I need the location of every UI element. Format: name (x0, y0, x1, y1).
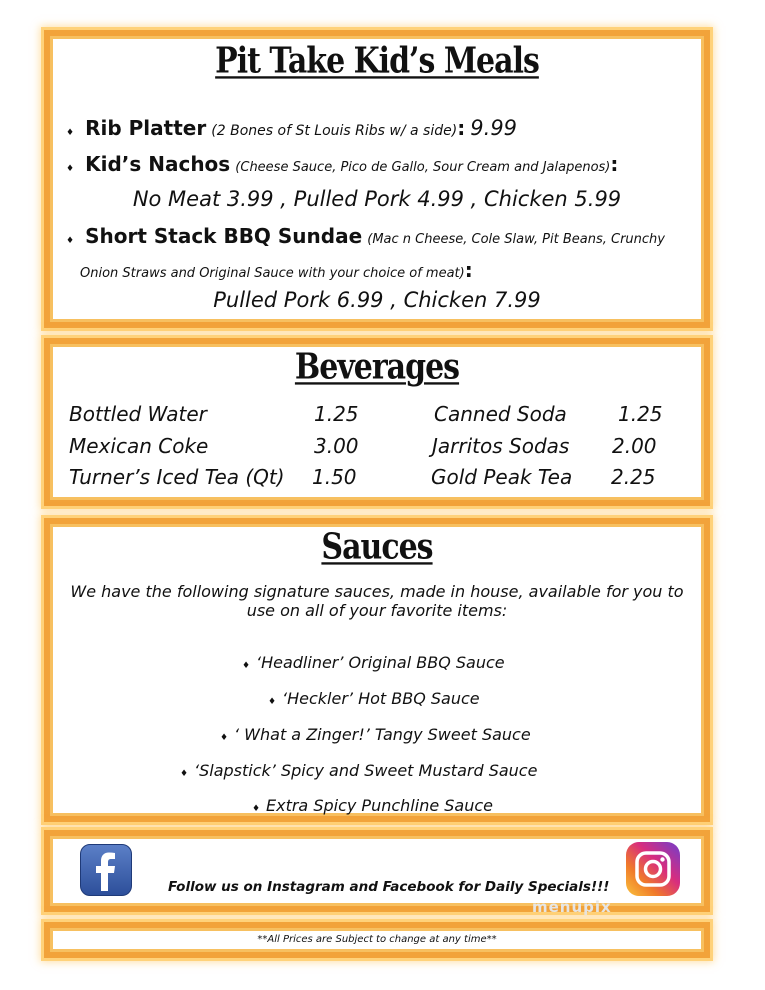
menu-item-kids-nachos (60, 152, 618, 176)
item-colon: : (464, 258, 473, 282)
item-description: (Mac n Cheese, Cole Slaw, Pit Beans, Crunchy (367, 232, 665, 247)
bullet-icon: ♦ (65, 236, 75, 246)
sauce-name: Extra Spicy Punchline Sauce (266, 796, 493, 815)
item-description: Onion Straws and Original Sauce with your choice of meat) (80, 266, 465, 281)
beverage-name: Gold Peak Tea (431, 465, 573, 489)
beverage-name: Jarritos Sodas (432, 434, 570, 458)
sauce-name: ‘Heckler’ Hot BBQ Sauce (282, 689, 480, 708)
social-panel (44, 830, 710, 916)
beverage-price: 1.25 (618, 402, 663, 426)
item-colon: : (610, 152, 619, 176)
sundae-description-cont (80, 258, 473, 282)
beverage-name: Bottled Water (69, 402, 207, 426)
beverage-price: 2.00 (612, 434, 657, 458)
item-name: Kid’s Nachos (85, 152, 231, 176)
bullet-icon: ♦ (241, 661, 251, 671)
beverage-price: 3.00 (314, 434, 359, 458)
beverage-price: 1.25 (314, 402, 359, 426)
item-description: (Cheese Sauce, Pico de Gallo, Sour Cream and Jalapenos) (235, 160, 611, 175)
sauce-item (262, 689, 480, 708)
sundae-prices: Pulled Pork 6.99 , Chicken 7.99 (213, 288, 541, 312)
nachos-prices: No Meat 3.99 , Pulled Pork 4.99 , Chicken 5.99 (132, 187, 622, 211)
kids-meals-panel (44, 30, 710, 328)
item-colon: : (457, 116, 466, 140)
facebook-f-glyph (81, 845, 131, 895)
watermark-logo: menupix (532, 898, 612, 916)
item-price: 9.99 (470, 116, 518, 140)
beverage-price: 2.25 (611, 465, 656, 489)
disclaimer-text: **All Prices are Subject to change at any time** (257, 934, 497, 945)
menu-item-rib-platter (60, 116, 517, 140)
sauce-name: ‘Headliner’ Original BBQ Sauce (256, 653, 505, 672)
follow-text: Follow us on Instagram and Facebook for Daily Specials!!! (168, 879, 610, 895)
sauces-intro (50, 582, 704, 620)
item-name: Short Stack BBQ Sundae (85, 224, 363, 248)
beverage-price: 1.50 (312, 465, 357, 489)
item-name: Rib Platter (85, 116, 207, 140)
bullet-icon: ♦ (65, 128, 75, 138)
sauce-item (246, 796, 493, 815)
sauces-intro-line: use on all of your favorite items: (246, 601, 508, 620)
sauces-panel (44, 518, 710, 822)
kids-meals-title: Pit Take Kid’s Meals (215, 40, 539, 83)
menu-item-bbq-sundae (60, 224, 665, 248)
beverages-title: Beverages (294, 346, 460, 389)
beverage-name: Canned Soda (434, 402, 567, 426)
disclaimer-panel (44, 922, 710, 958)
beverage-name: Mexican Coke (69, 434, 209, 458)
bullet-icon: ♦ (251, 804, 261, 814)
sauce-item (236, 653, 505, 672)
sauces-intro-line: We have the following signature sauces, made in house, available for you to (70, 582, 684, 601)
instagram-camera-glyph (626, 842, 680, 896)
bullet-icon: ♦ (219, 733, 229, 743)
beverage-name: Turner’s Iced Tea (Qt) (69, 465, 285, 489)
instagram-icon[interactable] (626, 842, 680, 896)
sauce-item (214, 725, 531, 744)
sauce-item (174, 761, 537, 780)
bullet-icon: ♦ (179, 769, 189, 779)
beverages-panel (44, 338, 710, 506)
bullet-icon: ♦ (65, 164, 75, 174)
sauce-name: ‘Slapstick’ Spicy and Sweet Mustard Sauce (194, 761, 538, 780)
sauces-title: Sauces (321, 526, 433, 569)
item-description: (2 Bones of St Louis Ribs w/ a side) (211, 123, 458, 139)
facebook-icon[interactable] (80, 844, 132, 896)
bullet-icon: ♦ (267, 697, 277, 707)
sauce-name: ‘ What a Zinger!’ Tangy Sweet Sauce (234, 725, 531, 744)
